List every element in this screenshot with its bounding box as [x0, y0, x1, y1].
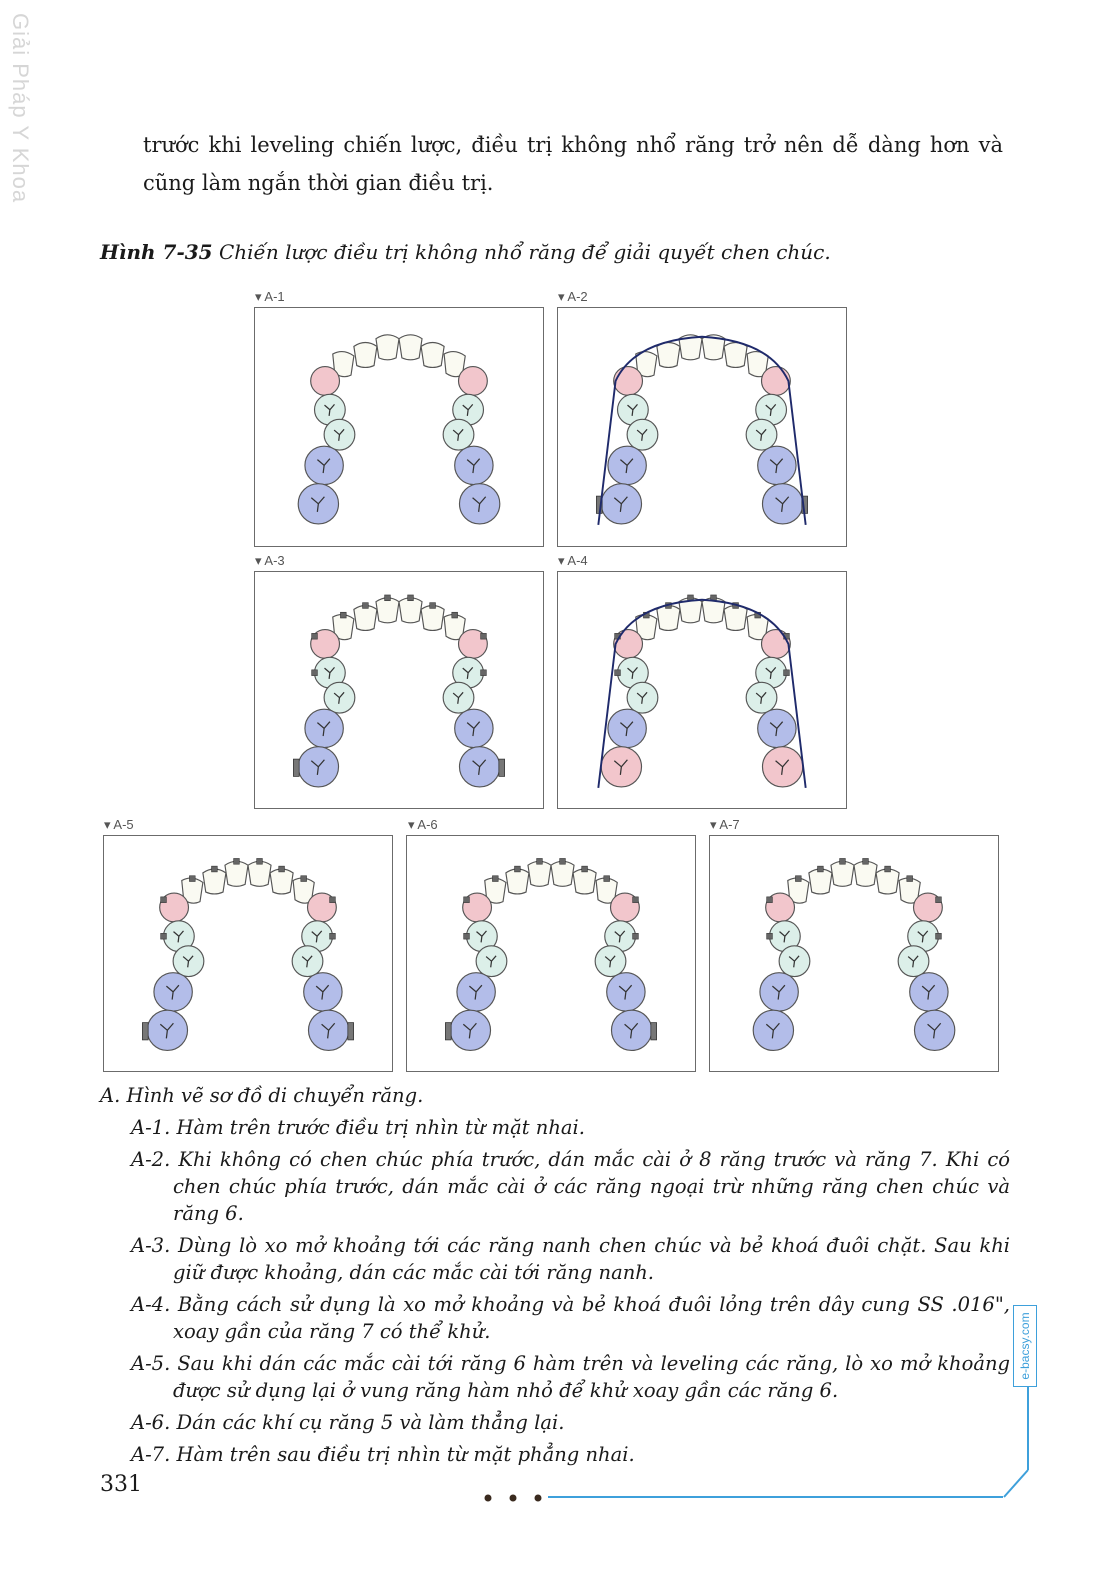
legend-text: Sau khi dán các mắc cài tới răng 6 hàm trên và leveling các răng, lò xo mở khoảng được sử dụng lại ở vung răng hàm nhỏ để khử xoay gần các răng 6. [173, 1352, 1010, 1402]
legend-code: A-3. [131, 1234, 171, 1257]
bracket-mark [840, 858, 846, 864]
bracket-mark [312, 633, 318, 639]
molar-tooth [450, 1010, 490, 1050]
molar-tooth [457, 973, 495, 1011]
legend-text: Dán các khí cụ răng 5 và làm thẳng lại. [176, 1411, 565, 1434]
bracket-mark [363, 603, 369, 609]
figure-caption [100, 240, 831, 264]
incisor-tooth [203, 869, 226, 894]
molar-tooth [601, 484, 641, 524]
legend-text: Hàm trên trước điều trị nhìn từ mặt nhai. [176, 1116, 585, 1139]
bracket-mark [885, 866, 891, 872]
bracket-mark [633, 897, 639, 903]
bracket-mark [863, 858, 869, 864]
canine-tooth [311, 367, 340, 396]
molar-tooth [601, 747, 641, 787]
bracket-mark [408, 595, 414, 601]
incisor-tooth [573, 869, 596, 894]
incisor-tooth [421, 343, 444, 368]
bracket-mark [560, 858, 566, 864]
legend-text: Bằng cách sử dụng là xo mở khoảng và bẻ khoá đuôi lỏng trên dây cung SS .016", xoay gần của răng 7 có thể khử. [173, 1293, 1010, 1343]
incisor-tooth [551, 861, 574, 886]
bracket-mark [301, 876, 307, 882]
arch-diagram-a2 [558, 308, 846, 546]
premolar-tooth [324, 682, 355, 713]
incisor-tooth [528, 861, 551, 886]
molar-tooth [758, 709, 796, 747]
legend-code: A-6. [131, 1411, 171, 1434]
arch-diagram-a6 [407, 836, 695, 1071]
bracket-mark [537, 858, 543, 864]
bracket-mark [936, 933, 942, 939]
canine-tooth [762, 367, 791, 396]
incisor-tooth [657, 606, 680, 631]
molar-tooth [758, 446, 796, 484]
canine-tooth [459, 367, 488, 396]
molar-tooth [753, 1010, 793, 1050]
footer-dots-icon [480, 1488, 550, 1508]
molar-tooth [459, 747, 499, 787]
panel-label-a5: ▾ A-5 [104, 817, 134, 832]
bracket-mark [430, 603, 436, 609]
page-number: 331 [100, 1472, 142, 1497]
incisor-tooth [421, 606, 444, 631]
bracket-mark [907, 876, 913, 882]
legend-item-a2 [100, 1146, 1010, 1227]
legend-item-a4 [100, 1291, 1010, 1345]
bracket-mark [234, 858, 240, 864]
molar-tooth [910, 973, 948, 1011]
molar-tooth [298, 747, 338, 787]
molar-tooth [762, 484, 802, 524]
incisor-tooth [854, 861, 877, 886]
premolar-tooth [627, 419, 658, 450]
premolar-tooth [898, 946, 929, 977]
figure-number: Hình 7-35 [100, 240, 213, 264]
arch-diagram-a7 [710, 836, 998, 1071]
footer-rule [548, 1496, 1003, 1498]
panel-a2 [557, 307, 847, 547]
bracket-mark [784, 670, 790, 676]
molar-tooth [154, 973, 192, 1011]
legend-code: A-7. [131, 1443, 171, 1466]
panel-a1 [254, 307, 544, 547]
molar-tooth [608, 709, 646, 747]
panel-label-a7: ▾ A-7 [710, 817, 740, 832]
bracket-mark [312, 670, 318, 676]
bracket-mark [767, 897, 773, 903]
premolar-tooth [746, 682, 777, 713]
buccal-tube-mark [651, 1023, 657, 1040]
legend-code: A-5. [131, 1352, 171, 1375]
bracket-mark [936, 897, 942, 903]
premolar-tooth [443, 419, 474, 450]
footer-corner-rule [1003, 1468, 1033, 1498]
bracket-mark [189, 876, 195, 882]
legend-code: A-1. [131, 1116, 171, 1139]
premolar-tooth [443, 682, 474, 713]
panel-label-a6: ▾ A-6 [408, 817, 438, 832]
molar-tooth [914, 1010, 954, 1050]
incisor-tooth [506, 869, 529, 894]
incisor-tooth [809, 869, 832, 894]
premolar-tooth [779, 946, 810, 977]
incisor-tooth [724, 343, 747, 368]
bracket-mark [604, 876, 610, 882]
bracket-mark [818, 866, 824, 872]
molar-tooth [308, 1010, 348, 1050]
legend-heading: A. Hình vẽ sơ đồ di chuyển răng. [100, 1084, 424, 1107]
molar-tooth [304, 973, 342, 1011]
buccal-tube-mark [142, 1023, 148, 1040]
bracket-mark [767, 933, 773, 939]
incisor-tooth [270, 869, 293, 894]
arch-diagram-a1 [255, 308, 543, 546]
premolar-tooth [324, 419, 355, 450]
bracket-mark [212, 866, 218, 872]
legend-code: A-2. [131, 1148, 171, 1171]
panel-label-a3: ▾ A-3 [255, 553, 285, 568]
intro-paragraph: trước khi leveling chiến lược, điều trị không nhổ răng trở nên dễ dàng hơn và cũng làm ngắn thời gian điều trị. [143, 133, 1003, 195]
arch-diagram-a3 [255, 572, 543, 808]
bracket-mark [464, 897, 470, 903]
buccal-tube-mark [445, 1023, 451, 1040]
legend-item-a1 [100, 1114, 1010, 1141]
bracket-mark [582, 866, 588, 872]
canine-tooth [614, 367, 643, 396]
bracket-mark [330, 897, 336, 903]
arch-diagram-a4 [558, 572, 846, 808]
figure-legend [100, 1082, 1010, 1473]
bracket-mark [795, 876, 801, 882]
molar-tooth [760, 973, 798, 1011]
incisor-tooth [831, 861, 854, 886]
premolar-tooth [292, 946, 323, 977]
molar-tooth [455, 446, 493, 484]
sidebar-brand: Giải Pháp Y Khoa [8, 13, 33, 204]
premolar-tooth [627, 682, 658, 713]
premolar-tooth [173, 946, 204, 977]
premolar-tooth [746, 419, 777, 450]
molar-tooth [607, 973, 645, 1011]
watermark-badge [1013, 1305, 1037, 1387]
bracket-mark [633, 933, 639, 939]
panel-a6 [406, 835, 696, 1072]
panel-a3 [254, 571, 544, 809]
molar-tooth [608, 446, 646, 484]
legend-text: Dùng lò xo mở khoảng tới các răng nanh chen chúc và bẻ khoá đuôi chặt. Sau khi giữ được khoảng, dán các mắc cài tới răng nanh. [173, 1234, 1010, 1284]
molar-tooth [455, 709, 493, 747]
incisor-tooth [724, 606, 747, 631]
incisor-tooth [225, 861, 248, 886]
bracket-mark [161, 933, 167, 939]
watermark-text: e-bacsy.com [1018, 1312, 1032, 1380]
bracket-mark [161, 897, 167, 903]
legend-item-a5 [100, 1350, 1010, 1404]
bracket-mark [279, 866, 285, 872]
buccal-tube-mark [348, 1023, 354, 1040]
legend-text: Hàm trên sau điều trị nhìn từ mặt phẳng nhai. [176, 1443, 635, 1466]
incisor-tooth [376, 598, 399, 623]
buccal-tube-mark [293, 759, 299, 776]
bracket-mark [464, 933, 470, 939]
molar-tooth [611, 1010, 651, 1050]
bracket-mark [481, 633, 487, 639]
incisor-tooth [354, 343, 377, 368]
incisor-tooth [876, 869, 899, 894]
incisor-tooth [657, 343, 680, 368]
premolar-tooth [476, 946, 507, 977]
incisor-tooth [399, 335, 422, 360]
molar-tooth [459, 484, 499, 524]
bracket-mark [385, 595, 391, 601]
molar-tooth [147, 1010, 187, 1050]
panel-label-a4: ▾ A-4 [558, 553, 588, 568]
figure-title: Chiến lược điều trị không nhổ răng để giải quyết chen chúc. [218, 240, 831, 264]
bracket-mark [481, 670, 487, 676]
bracket-mark [615, 670, 621, 676]
legend-text: Khi không có chen chúc phía trước, dán mắc cài ở 8 răng trước và răng 7. Khi có chen chúc phía trước, dán mắc cài ở các răng ngoại trừ những răng chen chúc và răng 6. [173, 1148, 1010, 1225]
bracket-mark [330, 933, 336, 939]
panel-label-a2: ▾ A-2 [558, 289, 588, 304]
buccal-tube-mark [499, 759, 505, 776]
legend-item-a3 [100, 1232, 1010, 1286]
panel-label-a1: ▾ A-1 [255, 289, 285, 304]
incisor-tooth [248, 861, 271, 886]
incisor-tooth [399, 598, 422, 623]
molar-tooth [762, 747, 802, 787]
molar-tooth [305, 446, 343, 484]
bracket-mark [257, 858, 263, 864]
legend-code: A-4. [131, 1293, 171, 1316]
premolar-tooth [595, 946, 626, 977]
panel-a5 [103, 835, 393, 1072]
bracket-mark [340, 612, 346, 618]
bracket-mark [452, 612, 458, 618]
incisor-tooth [354, 606, 377, 631]
bracket-mark [515, 866, 521, 872]
molar-tooth [305, 709, 343, 747]
molar-tooth [298, 484, 338, 524]
bracket-mark [492, 876, 498, 882]
arch-diagram-a5 [104, 836, 392, 1071]
legend-item-a7 [100, 1441, 1010, 1468]
panel-a4 [557, 571, 847, 809]
incisor-tooth [376, 335, 399, 360]
legend-item-a6 [100, 1409, 1010, 1436]
panel-a7 [709, 835, 999, 1072]
